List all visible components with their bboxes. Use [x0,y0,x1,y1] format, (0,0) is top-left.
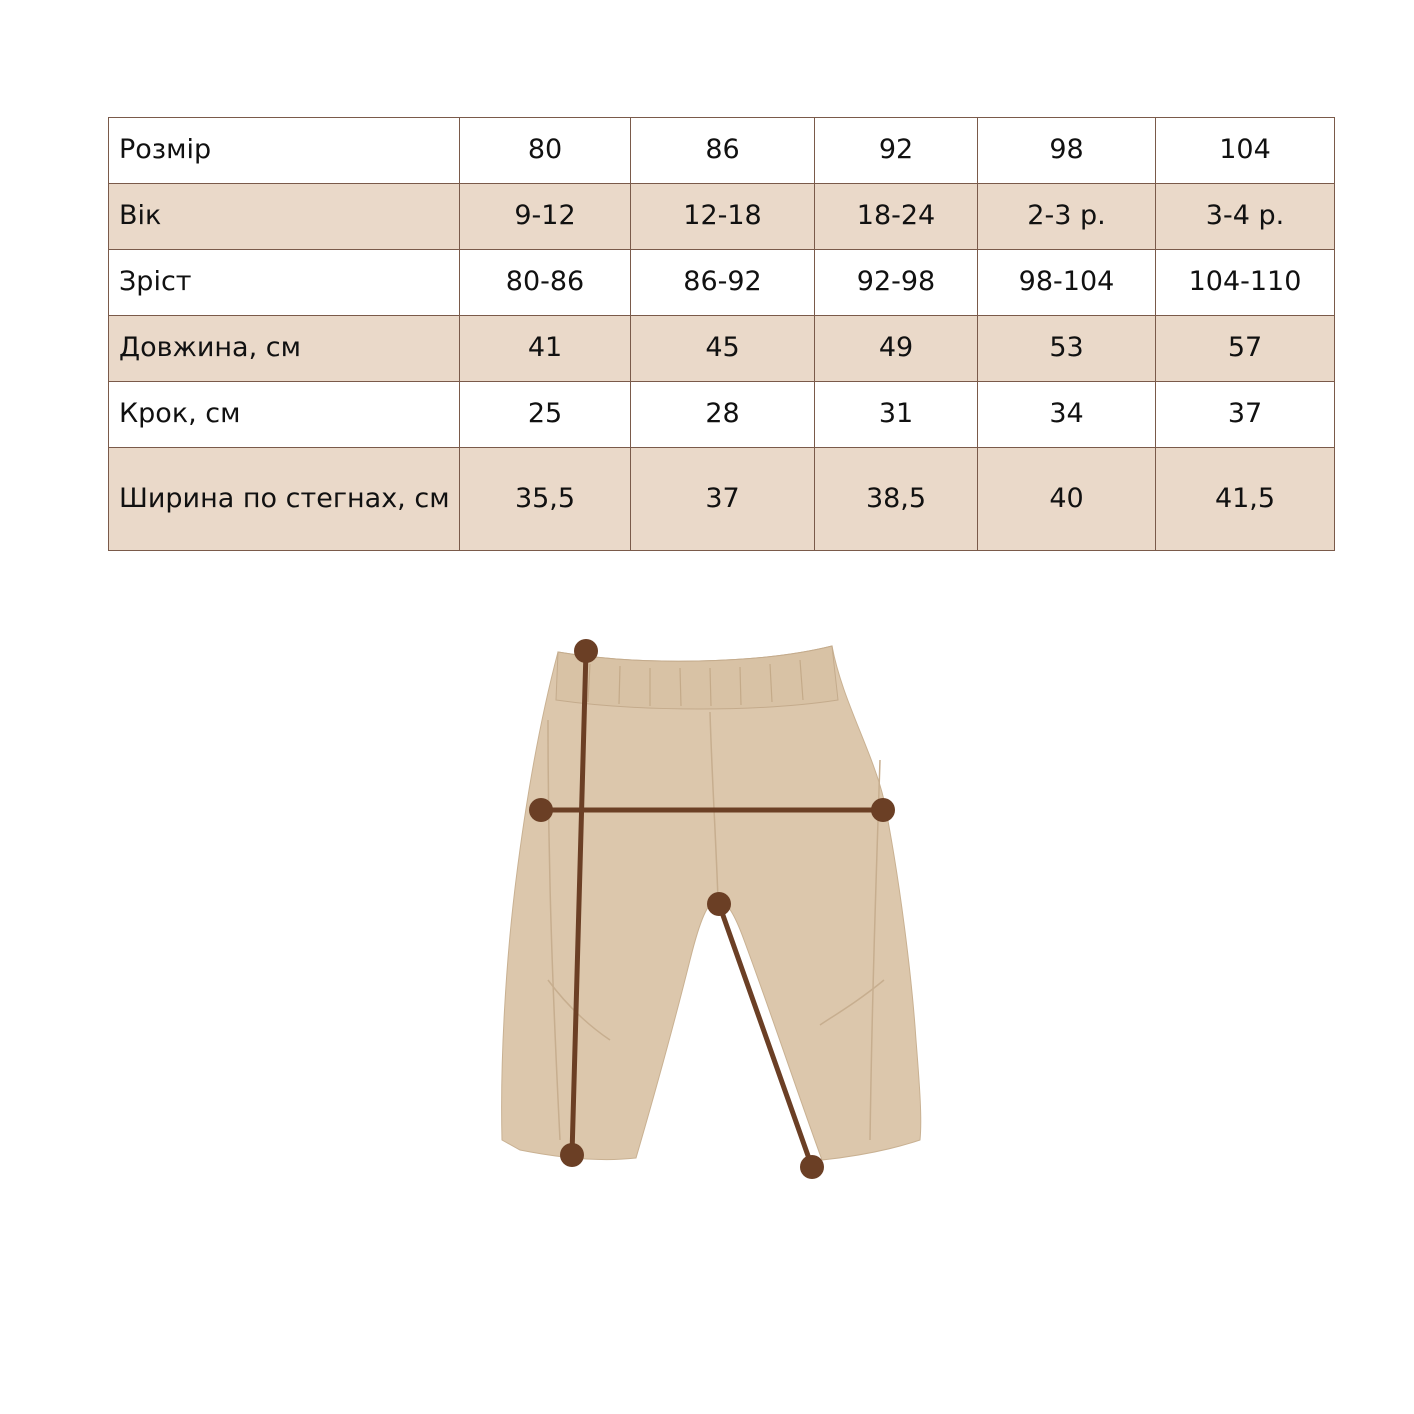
table-cell: 98-104 [978,250,1156,316]
row-label: Зріст [109,250,460,316]
table-cell: 80-86 [460,250,631,316]
table-cell: 86 [631,118,815,184]
table-cell: 57 [1156,316,1335,382]
table-cell: 12-18 [631,184,815,250]
table-cell: 28 [631,382,815,448]
row-height [109,250,1335,316]
row-label: Крок, см [109,382,460,448]
row-size [109,118,1335,184]
table-cell: 86-92 [631,250,815,316]
table-cell: 80 [460,118,631,184]
table-cell: 49 [815,316,978,382]
table-cell: 92 [815,118,978,184]
row-label: Довжина, см [109,316,460,382]
table-cell: 40 [978,448,1156,551]
row-label: Ширина по стегнах, см [109,448,460,551]
row-hip-width [109,448,1335,551]
hip-right-point [871,798,895,822]
table-cell: 35,5 [460,448,631,551]
row-length [109,316,1335,382]
table-cell: 18-24 [815,184,978,250]
waistband [556,646,838,709]
table-cell: 38,5 [815,448,978,551]
length-bottom-point [560,1143,584,1167]
table-cell: 2-3 р. [978,184,1156,250]
table-cell: 92-98 [815,250,978,316]
inseam-top-point [707,892,731,916]
hip-left-point [529,798,553,822]
row-label: Вік [109,184,460,250]
table-cell: 3-4 р. [1156,184,1335,250]
table-cell: 31 [815,382,978,448]
table-cell: 104 [1156,118,1335,184]
table-cell: 34 [978,382,1156,448]
length-top-point [574,639,598,663]
size-chart-table [108,117,1335,551]
table-cell: 37 [631,448,815,551]
table-cell: 41,5 [1156,448,1335,551]
table-cell: 104-110 [1156,250,1335,316]
inseam-bottom-point [800,1155,824,1179]
row-label: Розмір [109,118,460,184]
table-cell: 53 [978,316,1156,382]
pants-diagram [480,620,940,1190]
table-cell: 41 [460,316,631,382]
row-inseam [109,382,1335,448]
table-cell: 37 [1156,382,1335,448]
table-cell: 98 [978,118,1156,184]
table-cell: 9-12 [460,184,631,250]
row-age [109,184,1335,250]
table-cell: 45 [631,316,815,382]
table-cell: 25 [460,382,631,448]
